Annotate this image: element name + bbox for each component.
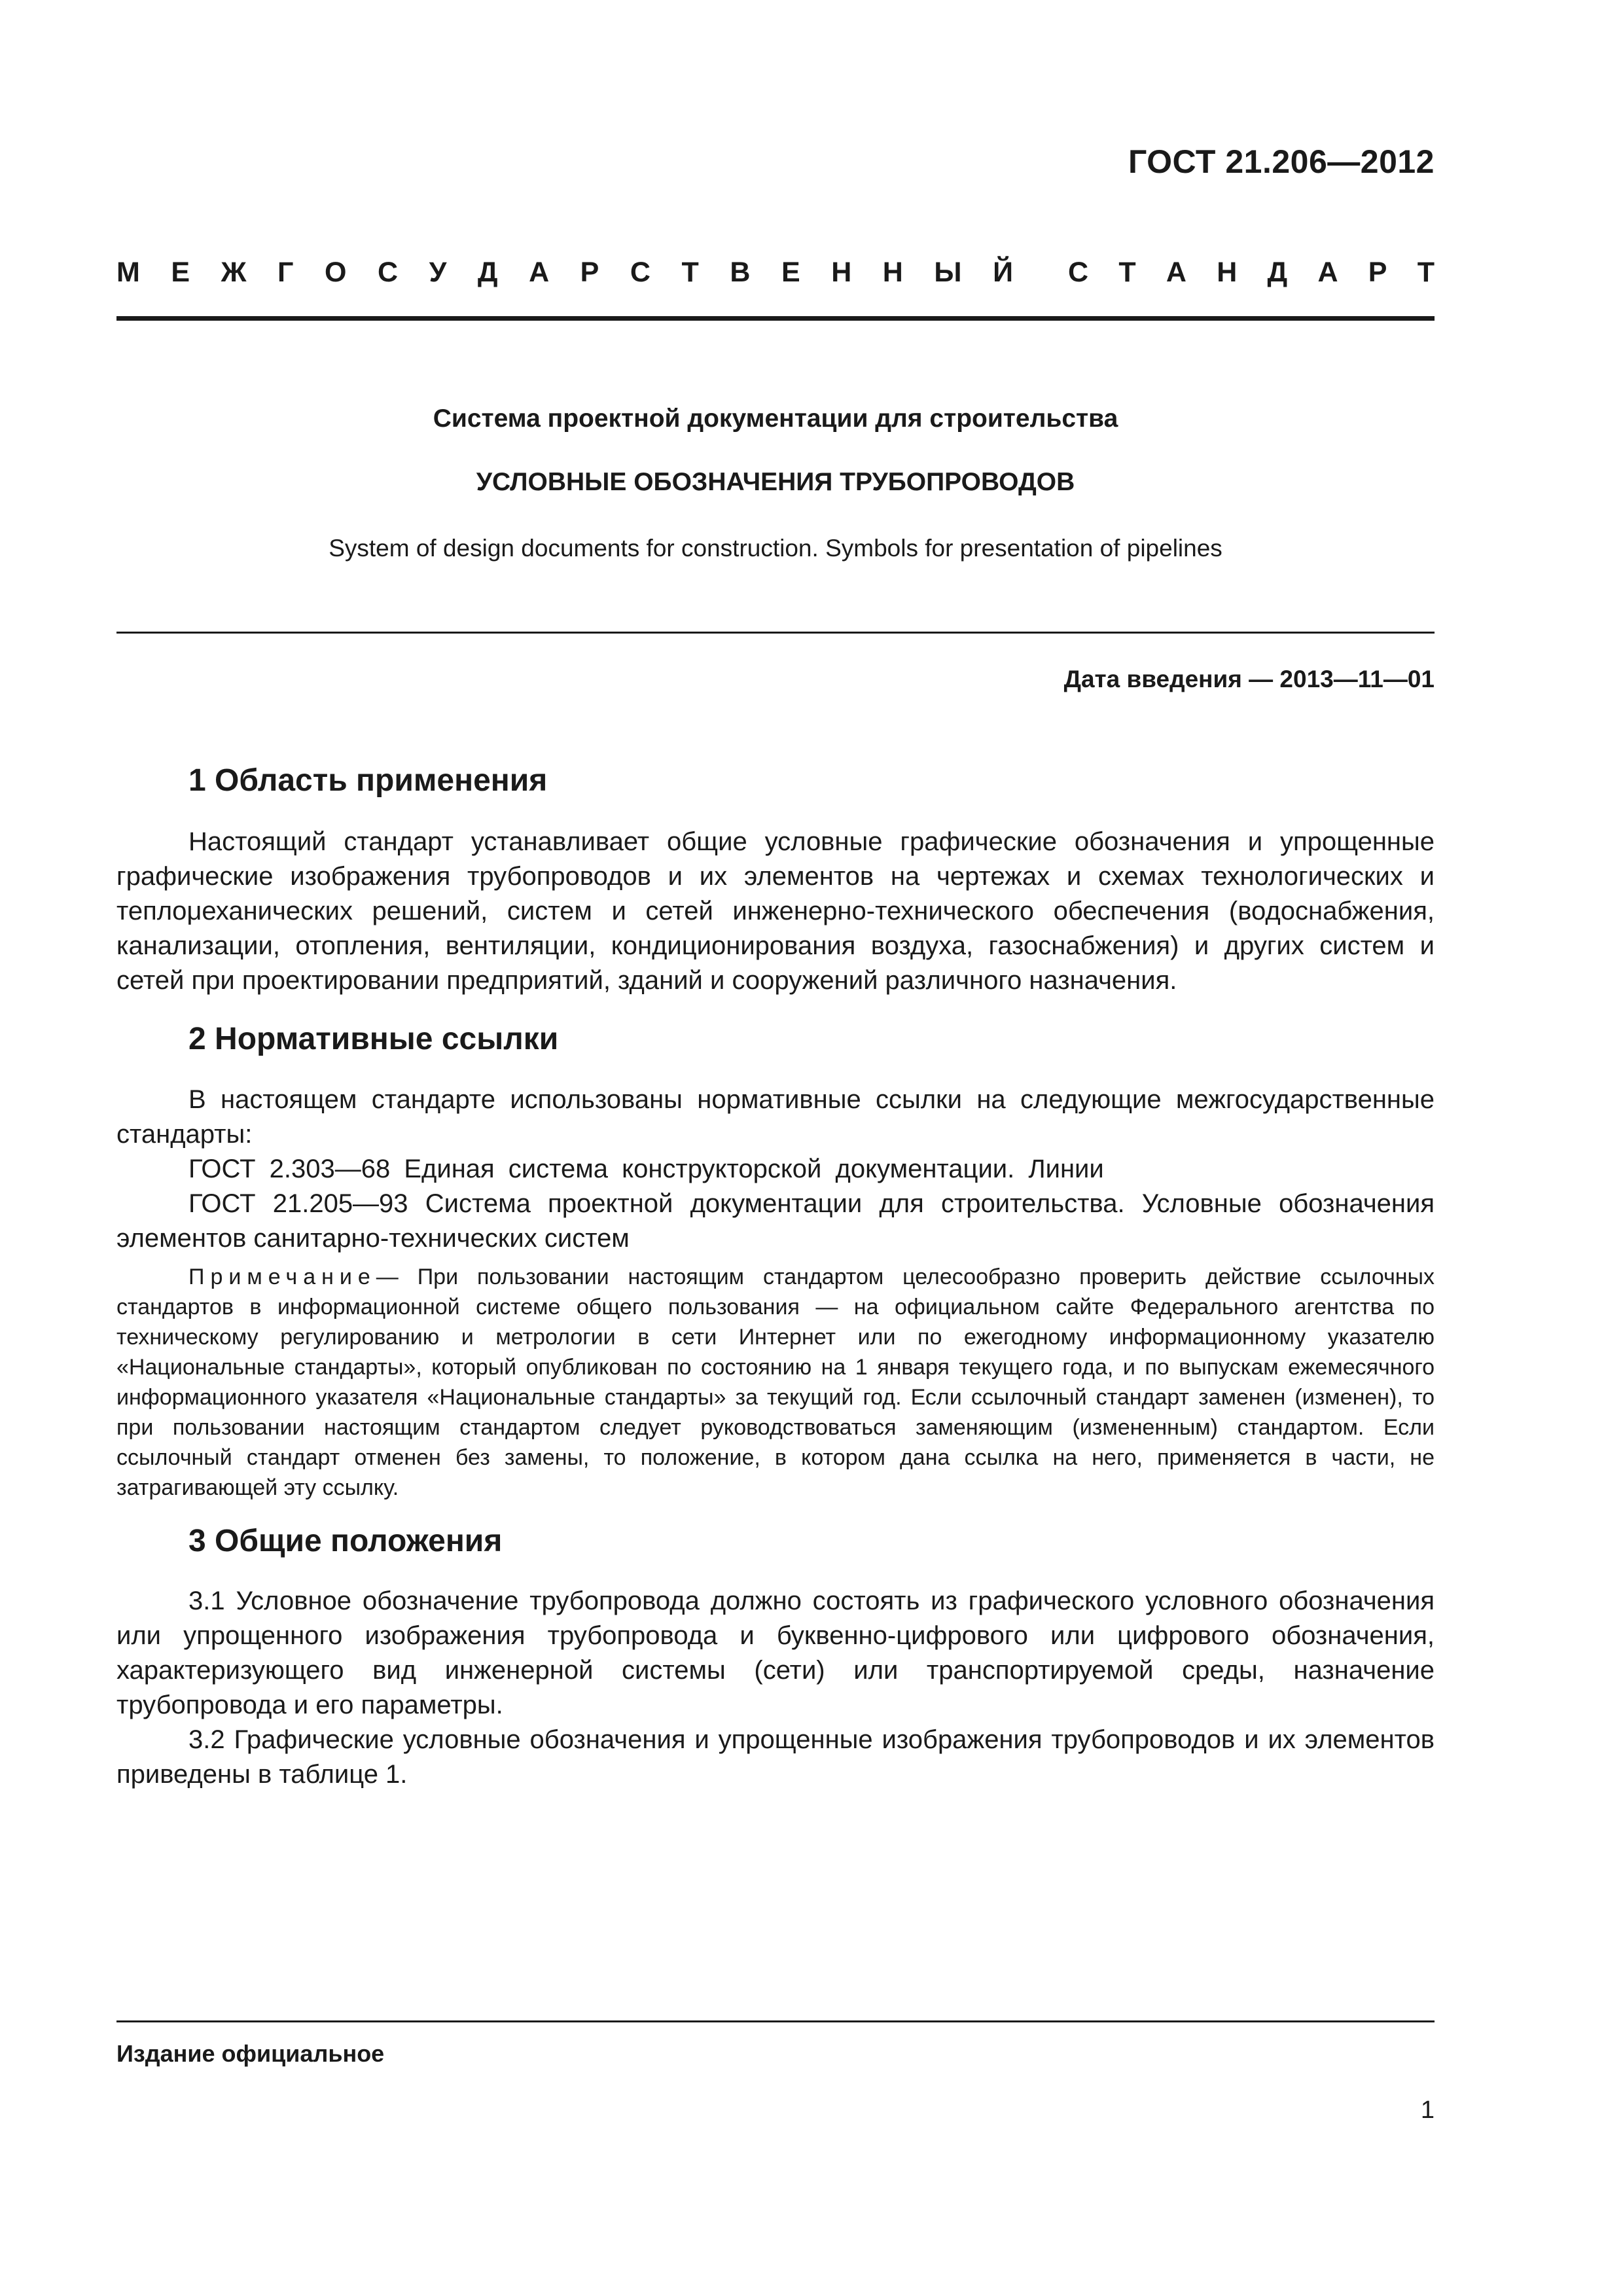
banner-letter: О [324, 257, 347, 288]
clause-3-1: 3.1 Условное обозначение трубопровода должно состоять из графического условного обозначения или упрощенного изображения трубопровода и буквенно-цифрового или цифрового обозначения, характеризующего вид инженерной системы (сети) или транспортируемой среды, назначение трубопровода и его параметры. [116, 1587, 1435, 1719]
banner-letter: Н [1217, 257, 1238, 288]
section-1-paragraph: Настоящий стандарт устанавливает общие условные графические обозначения и упрощенные графические изображения трубопроводов и их элементов на чертежах и схемах технологических и теплομеханических решений, систем и сетей инженерно-технического обеспечения (водоснабжения, канализации, отопления, вентиляции, кондиционирования воздуха, газоснабжения) и других систем и сетей при проектировании предприятий, зданий и сооружений различного назначения. [116, 827, 1435, 995]
section-1-heading: 1 Область применения [188, 763, 548, 798]
edition-label: Издание официальное [116, 2040, 385, 2067]
section-3-heading: 3 Общие положения [188, 1524, 503, 1558]
page-number: 1 [1420, 2096, 1435, 2124]
banner-letter: Т [681, 257, 699, 288]
footer-divider [116, 2020, 1435, 2022]
introduction-date: Дата введения — 2013—11—01 [1063, 666, 1435, 692]
banner-letter: А [1317, 257, 1338, 288]
banner-letter: А [1166, 257, 1186, 288]
reference-gost-2-303 [116, 1152, 1435, 1187]
banner-letter: В [730, 257, 751, 288]
banner-letter: Е [171, 257, 190, 288]
banner-letter: А [529, 257, 550, 288]
banner-letter: Й [993, 257, 1013, 288]
banner-letter: Д [1267, 257, 1288, 288]
note-text: — При пользовании настоящим стандартом целесообразно проверить действие ссылочных стандартов в информационной системе общего пользования — на официальном сайте Федерального агентства по техническому регулированию и метрологии в сети Интернет или по ежегодному информационному указателю «Национальные стандарты», который опубликован по состоянию на 1 января текущего года, и по выпускам ежемесячного информационного указателя «Национальные стандарты» за текущий год. Если ссылочный стандарт заменен (изменен), то при пользовании настоящим стандартом следует руководствоваться заменяющим (измененным) стандартом. Если ссылочный стандарт отменен без замены, то положение, в котором дана ссылка на него, применяется в части, не затрагивающей эту ссылку. [116, 1265, 1435, 1500]
standard-kind-banner [116, 257, 1435, 289]
banner-letter: Ж [221, 257, 247, 288]
reference-text: ГОСТ 2.303—68 Единая система конструкторской документации. Линии [188, 1155, 1104, 1183]
main-title: УСЛОВНЫЕ ОБОЗНАЧЕНИЯ ТРУБОПРОВОДОВ [476, 468, 1075, 496]
banner-letter: Н [882, 257, 903, 288]
title-divider [116, 632, 1435, 634]
section-2-heading: 2 Нормативные ссылки [188, 1022, 559, 1056]
banner-letter: Р [580, 257, 599, 288]
banner-letter: Е [781, 257, 800, 288]
banner-letter: У [429, 257, 447, 288]
banner-letter: С [630, 257, 651, 288]
standard-kind-word-standard [1068, 257, 1435, 289]
note-paragraph [116, 1262, 1435, 1503]
banner-letter: М [116, 257, 140, 288]
system-title: Система проектной документации для строительства [433, 404, 1118, 433]
banner-letter: С [1068, 257, 1089, 288]
document-code: ГОСТ 21.206—2012 [1128, 143, 1435, 180]
reference-gost-21-205: ГОСТ 21.205—93 Система проектной документации для строительства. Условные обозначения элементов санитарно-технических систем [116, 1189, 1435, 1253]
banner-letter: Т [1118, 257, 1136, 288]
banner-letter: Н [831, 257, 852, 288]
clause-3-2: 3.2 Графические условные обозначения и упрощенные изображения трубопроводов и их элементов приведены в таблице 1. [116, 1725, 1435, 1789]
standard-kind-word-interstate [116, 257, 1013, 289]
banner-letter: Д [477, 257, 498, 288]
header-divider [116, 316, 1435, 321]
banner-letter: С [377, 257, 399, 288]
section-2-intro: В настоящем стандарте использованы нормативные ссылки на следующие межгосударственные стандарты: [116, 1085, 1435, 1149]
banner-letter: Р [1368, 257, 1387, 288]
banner-letter: Ы [934, 257, 962, 288]
document-page [116, 0, 1435, 2296]
banner-letter: Т [1417, 257, 1435, 288]
banner-letter: Г [277, 257, 294, 288]
note-label: Примечание [188, 1265, 376, 1289]
english-title: System of design documents for construction. Symbols for presentation of pipelines [329, 535, 1222, 562]
